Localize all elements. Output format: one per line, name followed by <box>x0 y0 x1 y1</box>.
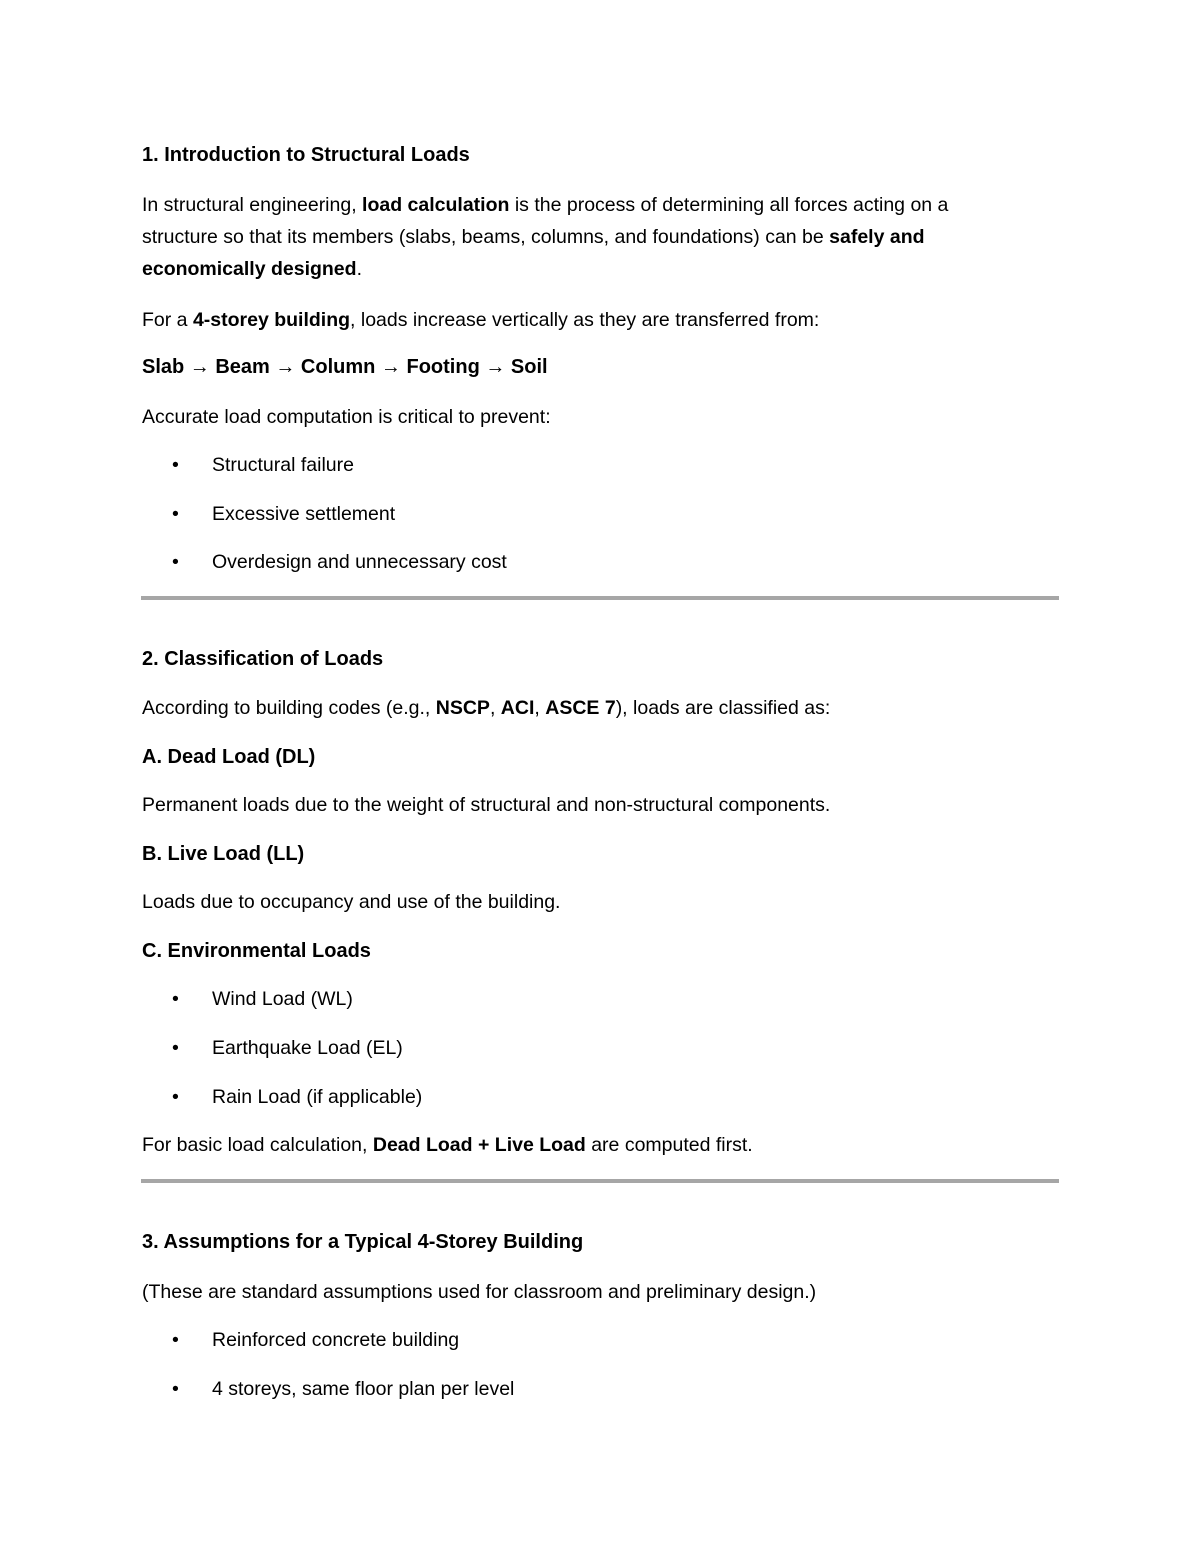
list-item: Excessive settlement <box>212 503 396 525</box>
section-3-heading: 3. Assumptions for a Typical 4-Storey Building <box>142 1231 584 1253</box>
section-2-closing <box>142 1129 753 1161</box>
section-2-intro <box>142 692 830 724</box>
bold-term: 4-storey building <box>192 309 351 331</box>
text-run: , loads increase vertically as they are transferred from: <box>350 309 820 331</box>
section-1-paragraph-line-3 <box>142 253 362 285</box>
section-3-intro: (These are standard assumptions used for classroom and preliminary design.) <box>142 1281 817 1303</box>
text-run: ), loads are classified as: <box>615 697 831 719</box>
text-run: are computed first. <box>585 1134 753 1156</box>
subheading-dead-load: A. Dead Load (DL) <box>142 746 316 768</box>
list-item: Rain Load (if applicable) <box>212 1086 423 1108</box>
bullet-icon: • <box>172 1037 179 1059</box>
horizontal-rule <box>141 1179 1059 1183</box>
bullet-icon: • <box>172 1329 179 1351</box>
subheading-environmental-loads: C. Environmental Loads <box>142 940 371 962</box>
bold-term: Dead Load + Live Load <box>372 1134 586 1156</box>
bold-term: ACI <box>500 697 535 719</box>
list-item: Structural failure <box>212 454 354 476</box>
bullet-icon: • <box>172 551 179 573</box>
bullet-icon: • <box>172 1378 179 1400</box>
load-path-flow: Slab → Beam → Column → Footing → Soil <box>142 356 548 378</box>
section-1-paragraph-3: Accurate load computation is critical to prevent: <box>142 406 551 428</box>
list-item: Overdesign and unnecessary cost <box>212 551 507 573</box>
bold-term: economically designed <box>142 258 357 280</box>
horizontal-rule <box>141 596 1059 600</box>
text-run: is the process of determining all forces acting on a <box>509 194 949 216</box>
dead-load-description: Permanent loads due to the weight of structural and non-structural components. <box>142 794 831 816</box>
bold-term: NSCP <box>435 697 490 719</box>
list-item: 4 storeys, same floor plan per level <box>212 1378 515 1400</box>
section-1-heading: 1. Introduction to Structural Loads <box>142 144 470 166</box>
section-1-paragraph-2 <box>142 304 819 336</box>
text-run: In structural engineering, <box>142 194 363 216</box>
text-run: , <box>489 697 501 719</box>
text-run: For basic load calculation, <box>142 1134 373 1156</box>
bold-term: ASCE 7 <box>545 697 616 719</box>
list-item: Reinforced concrete building <box>212 1329 460 1351</box>
text-run: structure so that its members (slabs, beams, columns, and foundations) can be <box>142 226 830 248</box>
bullet-icon: • <box>172 1086 179 1108</box>
text-run: , <box>534 697 546 719</box>
text-run: According to building codes (e.g., <box>142 697 436 719</box>
subheading-live-load: B. Live Load (LL) <box>142 843 305 865</box>
section-1-paragraph-line-1 <box>142 189 948 221</box>
bold-term: safely and <box>829 226 925 248</box>
text-run: For a <box>142 309 193 331</box>
section-2-heading: 2. Classification of Loads <box>142 648 384 670</box>
bullet-icon: • <box>172 454 179 476</box>
bullet-icon: • <box>172 988 179 1010</box>
bullet-icon: • <box>172 503 179 525</box>
bold-term: load calculation <box>362 194 510 216</box>
text-run: . <box>356 258 362 280</box>
list-item: Earthquake Load (EL) <box>212 1037 403 1059</box>
list-item: Wind Load (WL) <box>212 988 353 1010</box>
section-1-paragraph-line-2 <box>142 221 925 253</box>
live-load-description: Loads due to occupancy and use of the building. <box>142 891 561 913</box>
